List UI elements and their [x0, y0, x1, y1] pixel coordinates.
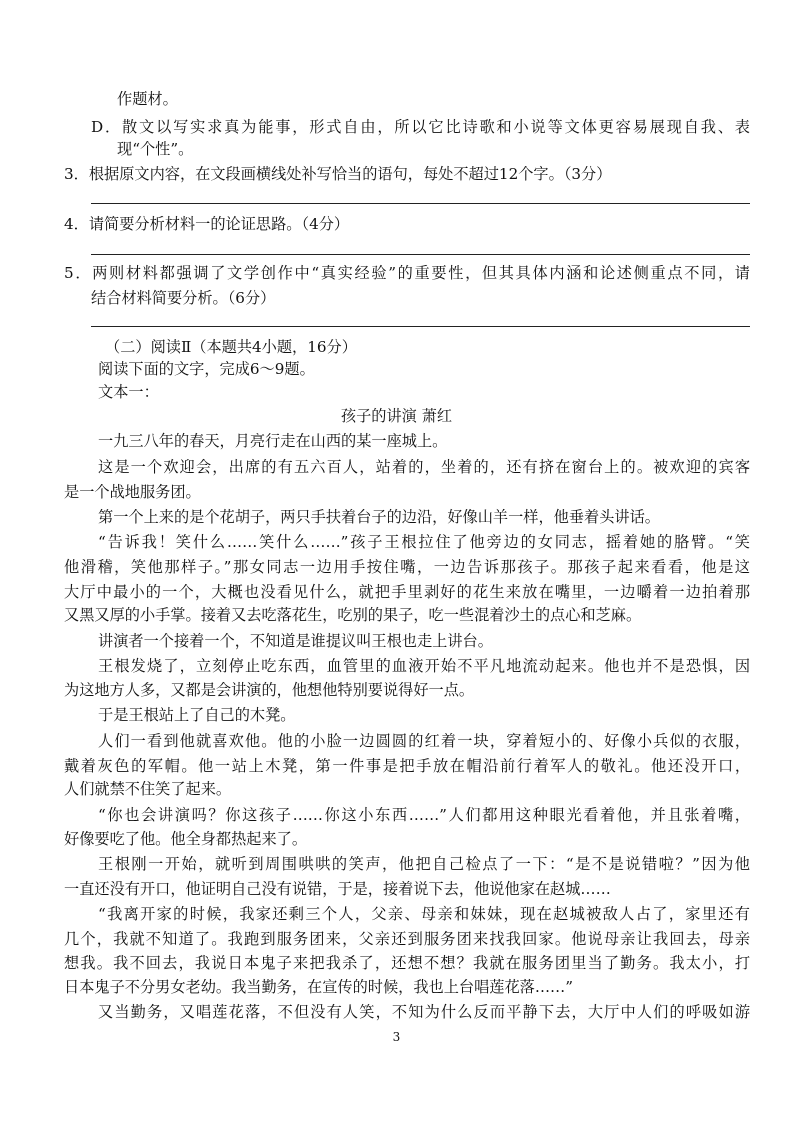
paragraph-4-cont: 又黑又厚的小手掌。接着又去吃落花生，吃别的果子，吃一些混着沙土的点心和芝麻。	[64, 606, 642, 624]
paragraph-2-cont: 是一个战地服务团。	[64, 483, 201, 501]
paragraph-10: 王根刚一开始，就听到周围哄哄的笑声，他把自己检点了一下：“是不是说错啦？”因为他	[98, 855, 750, 873]
paragraph-11-cont: 几个，我就不知道了。我跑到服务团来，父亲还到服务团来找我回家。他说母亲让我回去，母亲	[64, 930, 750, 948]
paragraph-2: 这是一个欢迎会，出席的有五六百人，站着的，坐着的，还有挤在窗台上的。被欢迎的宾客	[98, 458, 750, 476]
paragraph-4: “告诉我！笑什么……笑什么……”孩子王根拉住了他旁边的女同志，摇着她的胳臂。“笑	[98, 533, 750, 551]
paragraph-4-cont: 大厅中最小的一个，大概也没看见什么，就把手里剥好的花生来放在嘴里，一边嚼着一边拍着那	[64, 583, 750, 601]
paragraph-9-cont: 好像要吃了他。他全身都热起来了。	[64, 830, 307, 848]
paragraph-12: 又当勤务，又唱莲花落，不但没有人笑，不知为什么反而平静下去，大厅中人们的呼吸如游	[98, 1003, 750, 1021]
paragraph-8-cont: 戴着灰色的军帽。他一站上木凳，第一件事是把手放在帽沿前行着军人的敬礼。他还没开口，	[64, 757, 750, 775]
paragraph-4-cont: 他滑稽，笑他那样子。”那女同志一边用手按住嘴，一边告诉那孩子。那孩子起来看看，他是这	[64, 558, 750, 576]
option-d-tail: 现“个性”。	[117, 140, 194, 158]
paragraph-5: 讲演者一个接着一个，不知道是谁提议叫王根也走上讲台。	[98, 632, 493, 650]
article-title: 孩子的讲演 萧红	[340, 407, 453, 425]
paragraph-11-cont: 想我。我不回去，我说日本鬼子来把我杀了，还想不想？我就在服务团里当了勤务。我太小，打	[64, 954, 750, 972]
question-5-tail: 结合材料简要分析。（6分）	[91, 289, 276, 307]
option-d: D．散文以写实求真为能事，形式自由，所以它比诗歌和小说等文体更容易展现自我、表	[91, 118, 750, 136]
paragraph-9: “你也会讲演吗？你这孩子……你这小东西……”人们都用这种眼光看着他，并且张着嘴，	[98, 806, 750, 824]
paragraph-11-cont: 日本鬼子不分男女老幼。我当勤务，在宣传的时候，我也上台唱莲花落……”	[64, 978, 573, 996]
paragraph-8-cont: 人们就禁不住笑了起来。	[64, 780, 232, 798]
section-heading: （二）阅读Ⅱ（本题共4小题，16分）	[105, 338, 357, 356]
page-number: 3	[392, 1030, 401, 1044]
answer-line-4[interactable]	[91, 254, 750, 255]
reading-instruction: 阅读下面的文字，完成6～9题。	[98, 360, 315, 378]
paragraph-10-cont: 一直还没有开口，他证明自己没有说错，于是，接着说下去，他说他家在赵城……	[64, 880, 611, 898]
paragraph-6-cont: 为这地方人多，又都是会讲演的，他想他特别要说得好一点。	[64, 681, 475, 699]
answer-line-3[interactable]	[91, 203, 750, 204]
paragraph-3: 第一个上来的是个花胡子，两只手扶着台子的边沿，好像山羊一样，他垂着头讲话。	[98, 508, 660, 526]
paragraph-6: 王根发烧了，立刻停止吃东西，血管里的血液开始不平凡地流动起来。他也并不是恐惧，因	[98, 657, 750, 675]
question-5: 5．两则材料都强调了文学创作中“真实经验”的重要性，但其具体内涵和论述侧重点不同，请	[64, 264, 750, 282]
paragraph-11: “我离开家的时候，我家还剩三个人，父亲、母亲和妹妹，现在赵城被敌人占了，家里还有	[98, 905, 750, 923]
text-one-label: 文本一：	[98, 383, 159, 401]
option-c-tail: 作题材。	[117, 90, 178, 108]
question-3: 3．根据原文内容，在文段画横线处补写恰当的语句，每处不超过12个字。（3分）	[64, 165, 612, 183]
question-4: 4．请简要分析材料一的论证思路。（4分）	[64, 215, 350, 233]
paragraph-8: 人们一看到他就喜欢他。他的小脸一边圆圆的红着一块，穿着短小的、好像小兵似的衣服，	[98, 732, 750, 750]
paragraph-7: 于是王根站上了自己的木凳。	[98, 706, 296, 724]
paragraph-1: 一九三八年的春天，月亮行走在山西的某一座城上。	[98, 432, 448, 450]
answer-line-5[interactable]	[91, 326, 750, 327]
